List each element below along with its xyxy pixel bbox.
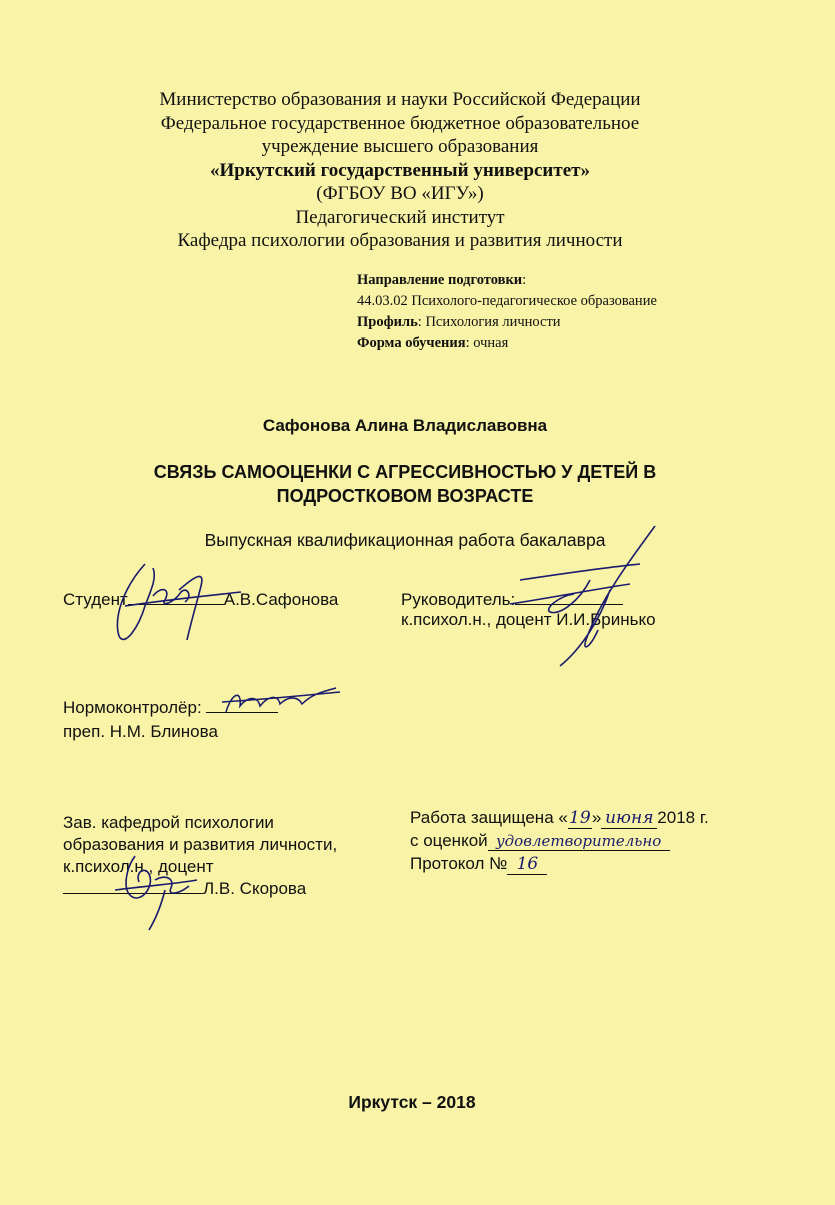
- direction-value: 44.03.02 Психолого-педагогическое образование: [357, 293, 657, 309]
- head-line-2: образования и развития личности,: [63, 835, 338, 854]
- profile-label: Профиль: [357, 314, 418, 330]
- supervisor-label-line: [401, 590, 623, 610]
- direction-label: Направление подготовки: [357, 272, 523, 288]
- student-line: [63, 590, 338, 610]
- normcontrol-line: [63, 698, 278, 718]
- grade-value: удовлетворительно: [488, 832, 670, 851]
- institute-name: Педагогический институт: [295, 206, 505, 228]
- student-signature-line: [128, 604, 224, 605]
- head-line-3: к.психол.н., доцент: [63, 857, 214, 876]
- author-name: Сафонова Алина Владиславовна: [262, 416, 548, 435]
- head-signature-line: [63, 893, 203, 894]
- university-abbr: (ФГБОУ ВО «ИГУ»): [316, 183, 484, 204]
- form-label: Форма обучения: [357, 335, 466, 351]
- department-name: Кафедра психологии образования и развития личности: [177, 230, 623, 251]
- supervisor-label: Руководитель:: [401, 590, 516, 609]
- institution-type-line: учреждение высшего образования: [261, 136, 539, 157]
- defense-date-line: [410, 808, 709, 829]
- defense-grade-line: [410, 831, 670, 851]
- normcontrol-name: преп. Н.М. Блинова: [63, 722, 218, 741]
- form-value: : очная: [465, 335, 509, 351]
- header-block: [0, 88, 800, 253]
- student-name: А.В.Сафонова: [223, 590, 339, 609]
- institution-line: Федеральное государственное бюджетное образовательное: [160, 112, 640, 134]
- thesis-title-line-2: ПОДРОСТКОВОМ ВОЗРАСТЕ: [276, 486, 534, 506]
- ministry-line: Министерство образования и науки Российской Федерации: [159, 89, 641, 110]
- defense-year: 2018 г.: [657, 808, 709, 827]
- footer-city-year: Иркутск – 2018: [348, 1092, 476, 1112]
- work-type: Выпускная квалификационная работа бакалавра: [204, 530, 606, 550]
- defense-quote-close: »: [591, 808, 602, 827]
- profile-value: : Психология личности: [417, 314, 561, 330]
- normcontrol-signature-line: [206, 712, 278, 713]
- direction-block: [357, 270, 657, 354]
- thesis-title-line-1: СВЯЗЬ САМООЦЕНКИ С АГРЕССИВНОСТЬЮ У ДЕТЕЙ В: [153, 462, 657, 482]
- defense-prefix: Работа защищена «: [410, 808, 568, 827]
- normcontrol-label: Нормоконтролёр:: [63, 698, 202, 717]
- head-line-1: Зав. кафедрой психологии: [63, 813, 274, 832]
- protocol-label: Протокол №: [410, 854, 508, 873]
- university-name: «Иркутский государственный университет»: [210, 159, 590, 181]
- direction-label-colon: :: [522, 272, 527, 288]
- defense-day: 19: [569, 808, 591, 828]
- supervisor-signature-line: [515, 604, 623, 605]
- thesis-title: [0, 460, 810, 508]
- protocol-number: 16: [507, 854, 547, 875]
- head-block: [63, 812, 337, 900]
- supervisor-degree: к.психол.н., доцент И.И.Бринько: [401, 610, 656, 629]
- protocol-line: [410, 854, 547, 875]
- grade-label: с оценкой: [410, 831, 488, 850]
- defense-month: июня: [601, 808, 657, 829]
- head-name: Л.В. Скорова: [203, 879, 307, 898]
- student-label: Студент: [63, 590, 128, 609]
